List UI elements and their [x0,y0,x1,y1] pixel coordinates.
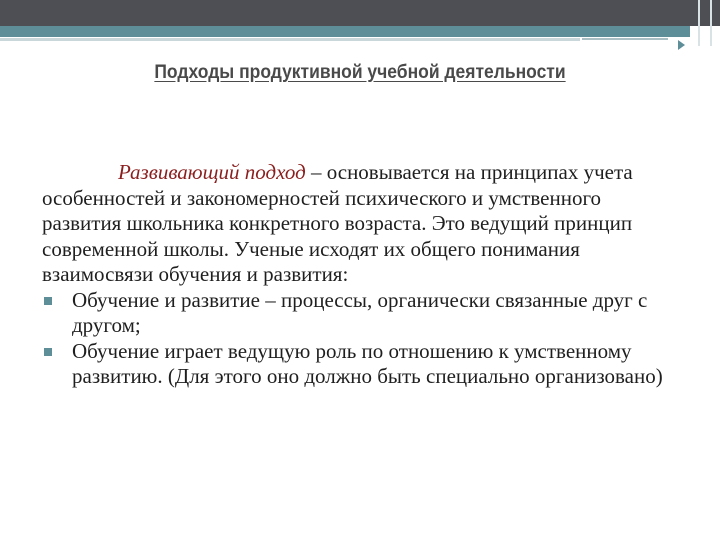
divider-line [0,38,580,41]
corner-tab [690,26,720,66]
bullet-list [42,288,672,390]
corner-edge [698,0,700,46]
slide-body [42,160,672,390]
list-item [42,339,672,390]
list-item-text: Обучение играет ведущую роль по отношению к умственному развитию. (Для этого оно должно быть специально организовано) [72,338,663,388]
top-bar [0,0,720,27]
triangle-arrow-icon [678,40,685,50]
accent-bar [0,26,690,37]
square-bullet-icon [44,297,52,305]
square-bullet-icon [44,348,52,356]
list-item [42,288,672,339]
intro-paragraph [42,160,672,288]
list-item-text: Обучение и развитие – процессы, органически связанные друг с другом; [72,287,648,337]
divider-line-short [582,38,668,40]
corner-edge-outer [710,0,712,46]
intro-text: – основывается на принципах учета особенностей и закономерностей психического и умственного развития школьника конкретного возраста. Это ведущий принцип современной школы. Ученые исходят их общего понимания взаимосвязи обучения и развития: [42,160,633,286]
key-term: Развивающий подход [118,160,306,184]
slide-title: Подходы продуктивной учебной деятельности [154,62,566,83]
